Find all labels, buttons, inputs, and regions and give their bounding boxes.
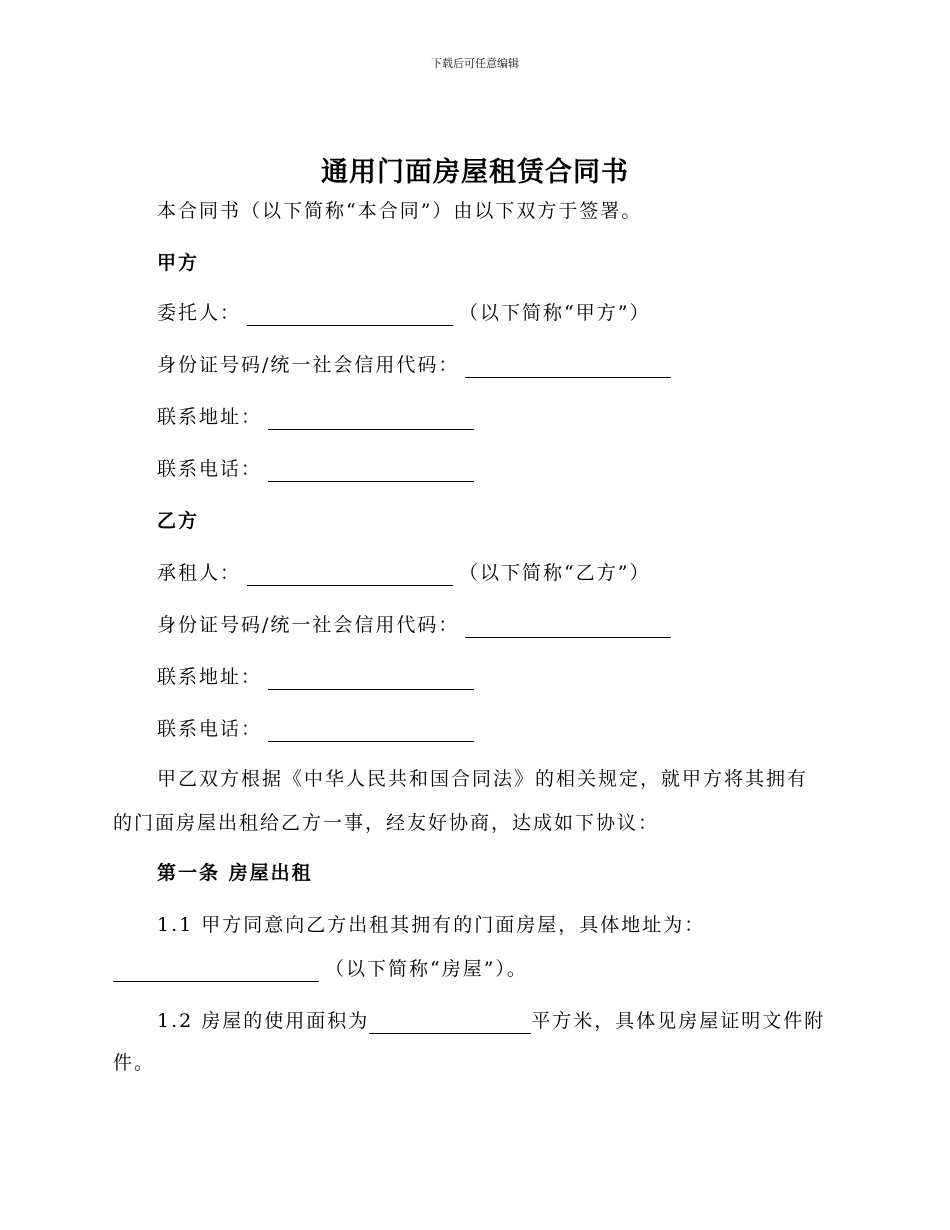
address-label: 联系地址： — [157, 406, 263, 428]
clause-1-1-line-1: 1.1 甲方同意向乙方出租其拥有的门面房屋，具体地址为： — [157, 914, 706, 936]
id-blank[interactable] — [465, 617, 671, 638]
party-b-id-line — [157, 612, 677, 638]
header-note: 下载后可任意编辑 — [431, 57, 519, 70]
tenant-blank[interactable] — [247, 565, 453, 586]
clause-1-2-suffix: 平方米，具体见房屋证明文件附 — [531, 1010, 826, 1032]
id-blank[interactable] — [465, 357, 671, 378]
entrust-label: 委托人： — [157, 302, 242, 324]
id-label: 身份证号码/统一社会信用代码： — [157, 354, 460, 376]
preamble-line-1: 甲乙双方根据《中华人民共和国合同法》的相关规定，就甲方将其拥有 — [157, 768, 809, 790]
address-label: 联系地址： — [157, 666, 263, 688]
contract-title: 通用门面房屋租赁合同书 — [321, 157, 629, 188]
phone-blank[interactable] — [268, 721, 474, 742]
party-b-address-line — [157, 664, 480, 690]
address-blank[interactable] — [268, 409, 474, 430]
party-a-entrust-line — [157, 300, 650, 326]
tenant-label: 承租人： — [157, 562, 242, 584]
clause-1-2-line-2: 件。 — [113, 1052, 156, 1074]
phone-label: 联系电话： — [157, 458, 263, 480]
clause-1-2-prefix: 1.2 房屋的使用面积为 — [157, 1010, 370, 1032]
party-a-heading: 甲方 — [157, 252, 200, 274]
phone-blank[interactable] — [268, 461, 474, 482]
party-b-heading: 乙方 — [157, 510, 200, 532]
intro-text: 本合同书（以下简称“本合同”）由以下双方于签署。 — [157, 200, 643, 222]
phone-label: 联系电话： — [157, 718, 263, 740]
intro-paragraph — [157, 198, 642, 224]
party-a-phone-line — [157, 456, 480, 482]
area-blank[interactable] — [369, 1013, 531, 1034]
clause-1-1-suffix: （以下简称“房屋”）。 — [325, 958, 528, 980]
party-b-phone-line — [157, 716, 480, 742]
clause-1-2-line-1 — [157, 1008, 825, 1034]
house-address-blank[interactable] — [113, 961, 319, 982]
party-a-address-line — [157, 404, 480, 430]
entrust-suffix: （以下简称“甲方”） — [459, 302, 651, 324]
address-blank[interactable] — [268, 669, 474, 690]
entrust-blank[interactable] — [247, 305, 453, 326]
party-b-tenant-line — [157, 560, 650, 586]
clause-1-1-line-2 — [113, 956, 528, 982]
tenant-suffix: （以下简称“乙方”） — [459, 562, 651, 584]
preamble-line-2: 的门面房屋出租给乙方一事，经友好协商，达成如下协议： — [113, 812, 660, 834]
party-a-id-line — [157, 352, 677, 378]
article-1-heading: 第一条 房屋出租 — [157, 862, 313, 884]
id-label: 身份证号码/统一社会信用代码： — [157, 614, 460, 636]
